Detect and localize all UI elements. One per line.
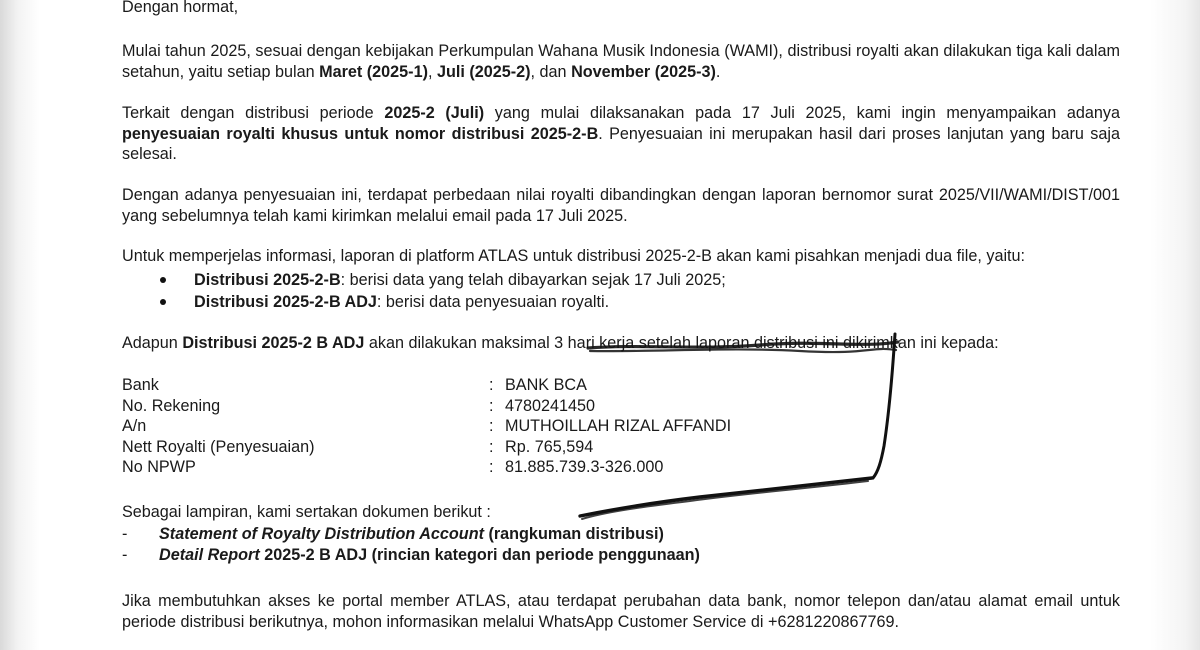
paragraph-value-difference: Dengan adanya penyesuaian ini, terdapat perbedaan nilai royalti dibandingkan dengan laporan bernomor surat 2025/VII/WAMI/DIST/001 yang sebelumnya telah kami kirimkan melalui email pada 17 Juli 2025. xyxy=(122,186,1120,225)
paragraph-distribution-schedule: Mulai tahun 2025, sesuai dengan kebijakan Perkumpulan Wahana Musik Indonesia (WAMI), distribusi royalti akan dilakukan tiga kali dalam setahun, yaitu setiap bulan Maret (2025-1), Juli (2025-2), dan November (2025-3). xyxy=(122,42,1120,81)
paragraph-attachments-intro: Sebagai lampiran, kami sertakan dokumen berikut : xyxy=(122,503,491,521)
table-row: A/n : MUTHOILLAH RIZAL AFFANDI xyxy=(122,417,732,435)
month-juli: Juli (2025-2) xyxy=(436,62,531,81)
month-november: November (2025-3) xyxy=(571,62,716,81)
paragraph-adjustment-notice: Terkait dengan distribusi periode 2025-2 (Juli) yang mulai dilaksanakan pada 17 Juli 2025, kami ingin menyampaikan adanya penyesuaian royalti khusus untuk nomor distribusi 2025-2-B. Penyesuaian ini merupakan hasil dari proses lanjutan yang baru saja selesai. xyxy=(122,104,1120,163)
paragraph-atlas-files: Untuk memperjelas informasi, laporan di platform ATLAS untuk distribusi 2025-2-B akan kami pisahkan menjadi dua file, yaitu: xyxy=(122,247,1026,265)
distribution-period: 2025-2 (Juli) xyxy=(384,104,485,122)
month-maret: Maret (2025-1) xyxy=(319,62,428,81)
table-row: Nett Royalti (Penyesuaian) : Rp. 765,594 xyxy=(122,438,594,456)
table-row: No. Rekening : 4780241450 xyxy=(122,397,596,415)
paragraph-contact-info: Jika membutuhkan akses ke portal member ATLAS, atau terdapat perubahan data bank, nomor telepon dan/atau alamat email untuk periode distribusi berikutnya, mohon informasikan melalui WhatsApp Customer Service di +6281220867769. xyxy=(122,592,1120,631)
paragraph-payment-info: Adapun Distribusi 2025-2 B ADJ akan dilakukan maksimal 3 hari kerja setelah laporan distribusi ini dikirimkan ini kepada: xyxy=(122,334,999,352)
table-row: Bank : BANK BCA xyxy=(122,376,587,394)
document-page: Dengan hormat, Mulai tahun 2025, sesuai dengan kebijakan Perkumpulan Wahana Musik Indonesia (WAMI), distribusi royalti akan dilakukan tiga kali dalam setahun, yaitu setiap bulan Maret (2025-1), Juli (2025-2), dan November (2025-3). Terkait dengan distribusi periode 2025-2 (Juli) yang mulai dilaksanakan pada 17 Juli 2025, kami ingin menyampaikan adanya penyesuaian royalti khusus untuk nomor distribusi 2025-2-B. Penyesuaian ini merupakan hasil dari proses lanjutan yang baru saja selesai. Dengan adanya penyesuaian ini, terdapat perbedaan nilai royalti dibandingkan dengan laporan bernomor surat 2025/VII/WAMI/DIST/001 yang sebelumnya telah kami kirimkan melalui email pada 17 Juli 2025. Untuk memperjelas informasi, laporan di platform ATLAS untuk distribusi 2025-2-B akan kami pisahkan menjadi dua file, yaitu: Distribusi 2025-2-B: berisi data yang telah dibayarkan sejak 17 Juli 2025; Distribusi 2025-2-B ADJ: berisi data penyesuaian royalti. Adapun Distribusi 2025-2 B ADJ akan dilakukan maksimal 3 hari kerja setelah laporan distribusi ini dikirimkan ini kepada: Bank : BANK BCA No. Rekening : 4780241450 A/n : MUTHOILLAH RIZAL AFFANDI Nett Royalti (Penyesuaian) : Rp. 765,594 No NPWP : 81.885.739.3-326.000 Sebagai lampiran, kami sertakan dokumen berikut : - Statement of Royalty Distribution Account (rangkuman distribusi) - Detail Report 2025-2 B ADJ (rincian kategori dan periode penggunaan) Jika membutuhkan akses ke portal member ATLAS, atau terdapat perubahan data bank, nomor telepon dan/atau alamat email untuk periode distribusi berikutnya, mohon informasikan melalui WhatsApp Customer Service di +6281220867769. xyxy=(0,0,1200,650)
greeting: Dengan hormat, xyxy=(122,0,239,16)
adjustment-highlight: penyesuaian royalti khusus untuk nomor distribusi 2025-2-B xyxy=(122,124,599,143)
table-row: No NPWP : 81.885.739.3-326.000 xyxy=(122,458,664,476)
